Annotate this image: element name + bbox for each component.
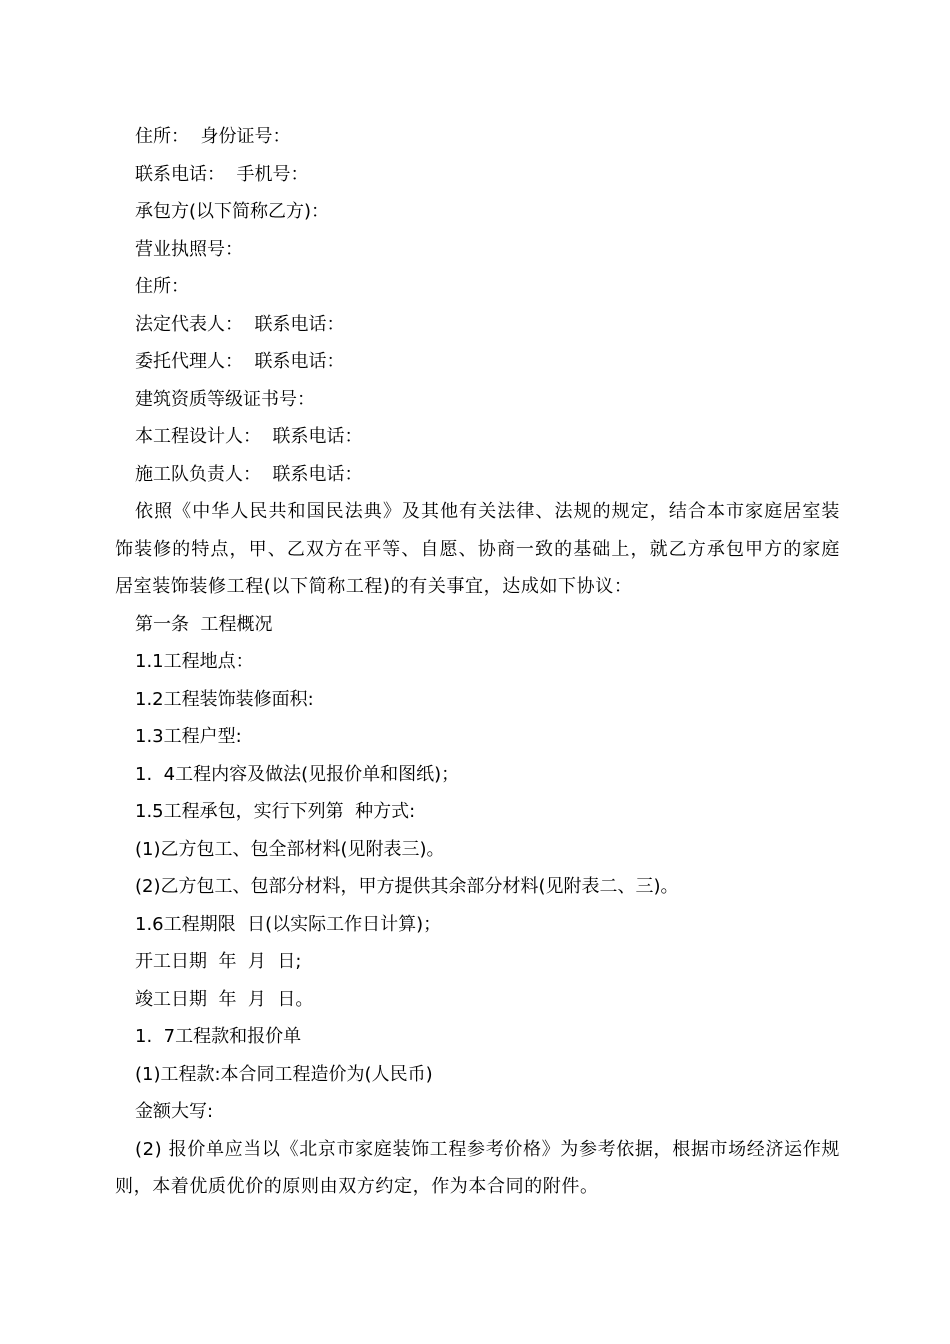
contract-body	[115, 118, 840, 1206]
qualification-certificate-line: 建筑资质等级证书号：	[135, 388, 315, 410]
article-one-heading: 第一条 工程概况	[135, 613, 273, 635]
legal-representative-line: 法定代表人： 联系电话：	[135, 313, 345, 335]
completion-date-line: 竣工日期 年 月 日。	[135, 988, 314, 1010]
clause-1-7: 1. 7工程款和报价单	[135, 1026, 302, 1047]
party-a-address-line: 住所： 身份证号：	[135, 126, 291, 147]
authorized-agent-line: 委托代理人： 联系电话：	[135, 351, 345, 372]
preamble-paragraph: 依照《中华人民共和国民法典》及其他有关法律、法规的规定，结合本市家庭居室装饰装修的特点，甲、乙双方在平等、自愿、协商一致的基础上，就乙方承包甲方的家庭居室装饰装修工程(以下简称工程)的有关事宜，达成如下协议：	[115, 501, 840, 597]
business-license-line: 营业执照号：	[135, 238, 243, 260]
clause-1-3: 1.3工程户型:	[135, 726, 242, 747]
project-price-line: (1)工程款:本合同工程造价为(人民币)	[135, 1063, 433, 1085]
clause-1-5-option-2: (2)乙方包工、包部分材料，甲方提供其余部分材料(见附表二、三)。	[135, 876, 679, 897]
clause-1-5: 1.5工程承包，实行下列第 种方式:	[135, 801, 416, 822]
clause-1-6: 1.6工程期限 日(以实际工作日计算)；	[135, 913, 442, 935]
contractor-heading: 承包方(以下简称乙方)：	[135, 201, 330, 222]
amount-in-words-line: 金额大写:	[135, 1101, 214, 1122]
party-a-phone-line: 联系电话： 手机号：	[135, 163, 309, 185]
designer-line: 本工程设计人： 联系电话：	[135, 426, 363, 447]
quote-paragraph: (2) 报价单应当以《北京市家庭装饰工程参考价格》为参考依据，根据市场经济运作规则，本着优质优价的原则由双方约定，作为本合同的附件。	[115, 1138, 840, 1197]
clause-1-5-option-1: (1)乙方包工、包全部材料(见附表三)。	[135, 838, 445, 860]
contractor-address-line: 住所：	[135, 276, 189, 297]
start-date-line: 开工日期 年 月 日;	[135, 951, 302, 972]
clause-1-2: 1.2工程装饰装修面积:	[135, 688, 314, 710]
construction-leader-line: 施工队负责人： 联系电话：	[135, 463, 363, 485]
clause-1-4: 1. 4工程内容及做法(见报价单和图纸)；	[135, 763, 460, 785]
clause-1-1: 1.1工程地点：	[135, 651, 254, 672]
